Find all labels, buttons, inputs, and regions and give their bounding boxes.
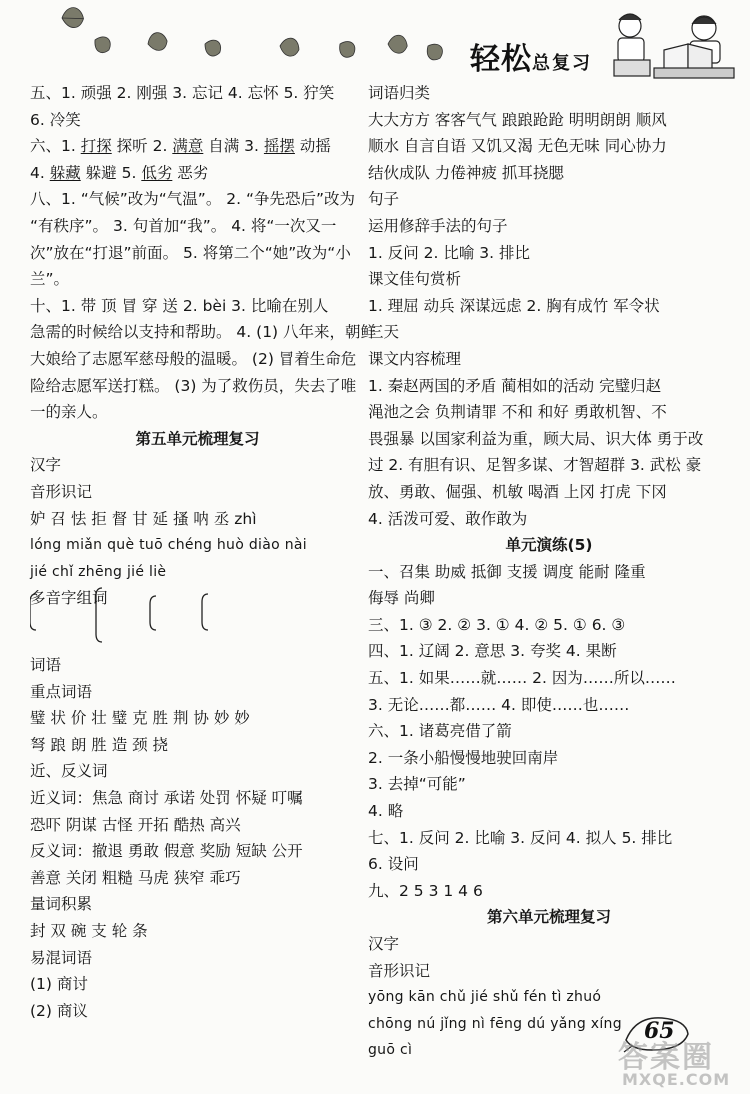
answer-line: 兰”。: [30, 270, 70, 289]
answer-line: 畏强暴 以国家利益为重，顾大局、识大体 勇于改: [368, 429, 704, 448]
answer-line: 重点词语: [30, 682, 93, 701]
answer-line: 次”放在“打退”前面。 5. 将第二个“她”改为“小: [30, 243, 351, 262]
answer-line: (2) 商议: [30, 1001, 88, 1020]
pinyin-line: jié chǐ zhēng jié liè: [30, 563, 167, 580]
answer-line: 放、勇敢、倔强、机敏 喝酒 上冈 打虎 下冈: [368, 482, 667, 501]
answer-line: 4. 活泼可爱、敢作敢为: [368, 509, 528, 528]
answer-line: 一、召集 助威 抵御 支援 调度 能耐 隆重: [368, 562, 646, 581]
answer-line: 八、1. “气候”改为“气温”。 2. “争先恐后”改为: [30, 190, 356, 209]
watermark-url: MXQE.COM: [622, 1070, 731, 1089]
answer-line: 过 2. 有胆有识、足智多谋、才智超群 3. 武松 豪: [368, 456, 702, 475]
answer-line: 弩 踉 朗 胜 造 颈 挠: [30, 735, 169, 754]
page-number: 65: [622, 1010, 692, 1058]
pinyin-line: yōng kān chǔ jié shǔ fén tì zhuó: [368, 989, 602, 1006]
answer-line: 课文佳句赏析: [368, 270, 462, 289]
answer-line: 渑池之会 负荆请罪 不和 和好 勇敢机智、不: [368, 403, 667, 422]
answer-line: 大娘给了志愿军慈母般的温暖。 (2) 冒着生命危: [30, 349, 357, 368]
answer-line: 6. 冷笑: [30, 110, 81, 129]
answer-line: 恐吓 阴谋 古怪 开拓 酷热 高兴: [30, 815, 241, 834]
answer-line: 四、1. 辽阔 2. 意思 3. 夸奖 4. 果断: [368, 642, 617, 661]
answer-line: 璧 状 价 壮 璧 克 胜 荆 协 妙 妙: [30, 709, 250, 728]
answer-line: 1. 理屈 动兵 深谋远虑 2. 胸有成竹 军令状: [368, 296, 660, 315]
answer-line: 音形识记: [30, 482, 93, 501]
answer-line: 封 双 碗 支 轮 条: [30, 921, 148, 940]
answer-line: 易混词语: [30, 948, 93, 967]
answer-line: 六、1. 打探 探听 2. 满意 自满 3. 摇摆 动摇: [30, 137, 331, 156]
answer-line: 侮辱 尚卿: [368, 589, 435, 608]
reading-children-illustration: [604, 6, 744, 82]
answer-line: 顺水 自言自语 又饥又渴 无色无味 同心协力: [368, 137, 667, 156]
answer-line: 3. 无论……都…… 4. 即使……也……: [368, 695, 630, 714]
answer-line: 十、1. 带 顶 冒 穿 送 2. bèi 3. 比喻在别人: [30, 296, 329, 315]
watermark-title: 答案圈: [618, 1040, 714, 1075]
answer-line: 4. 略: [368, 802, 404, 821]
answer-line: 善意 关闭 粗糙 马虎 狭窄 乖巧: [30, 868, 241, 887]
bracket-lines: [30, 580, 360, 660]
answer-line: 句子: [368, 190, 400, 209]
answer-line: 运用修辞手法的句子: [368, 216, 508, 235]
answer-line: 一的亲人。: [30, 403, 108, 422]
answer-line: 反义词：撤退 勇敢 假意 奖励 短缺 公开: [30, 842, 303, 861]
leaf-icon: [60, 5, 86, 31]
leaf-icon: [279, 37, 300, 58]
polyphone-group: [30, 580, 360, 660]
pinyin-line: lóng miǎn què tuō chéng huò diào nài: [30, 537, 307, 554]
watermark: [600, 1032, 750, 1094]
answer-line: “有秩序”。 3. 句首加“我”。 4. 将“一次又一: [30, 216, 337, 235]
leaf-icon: [424, 41, 445, 62]
leaf-icon: [386, 33, 408, 55]
answer-line: 结伙成队 力倦神疲 抓耳挠腮: [368, 163, 564, 182]
answer-line: 大大方方 客客气气 踉踉跄跄 明明朗朗 顺风: [368, 110, 667, 129]
answer-line: 五、1. 顽强 2. 刚强 3. 忘记 4. 忘怀 5. 狞笑: [30, 84, 335, 102]
page-header: [0, 0, 750, 80]
answer-line: 三、1. ③ 2. ② 3. ① 4. ② 5. ① 6. ③: [368, 615, 626, 634]
answer-line: 五、1. 如果……就…… 2. 因为……所以……: [368, 669, 676, 688]
answer-line: 词语归类: [368, 84, 431, 102]
leaf-icon: [145, 30, 170, 55]
right-column: [368, 80, 730, 1064]
brand-title: 轻松总复习: [470, 42, 592, 77]
answer-line: 1. 反问 2. 比喻 3. 排比: [368, 243, 531, 262]
practice-title: 单元演练(5): [505, 536, 593, 555]
answer-line: 6. 设问: [368, 855, 419, 874]
answer-line: 妒 召 怯 拒 督 甘 延 搔 呐 丞 zhì: [30, 509, 257, 528]
answer-line: 3. 去掉“可能”: [368, 775, 466, 794]
answer-line: 2. 一条小船慢慢地驶回南岸: [368, 748, 559, 767]
pinyin-line: chōng nú jǐng nì fēng dú yǎng xíng: [368, 1015, 622, 1032]
answer-line: 急需的时候给以支持和帮助。 4. (1) 八年来，朝鲜: [30, 323, 377, 342]
answer-line: 4. 躲藏 躲避 5. 低劣 恶劣: [30, 163, 209, 182]
answer-line: 汉字: [30, 456, 62, 475]
answer-line: 近、反义词: [30, 762, 108, 781]
left-column: [30, 80, 377, 612]
answer-line: 多音字组词: [30, 589, 108, 608]
leaf-icon: [203, 39, 222, 57]
answer-line: 六、1. 诸葛亮借了箭: [368, 722, 512, 741]
pinyin-line: guō cì: [368, 1042, 413, 1059]
answer-line: (1) 商讨: [30, 975, 88, 994]
answer-line: 音形识记: [368, 961, 431, 980]
answer-line: 近义词：焦急 商讨 承诺 处罚 怀疑 叮嘱: [30, 788, 303, 807]
answer-line: 量词积累: [30, 895, 93, 914]
leaf-icon: [336, 39, 357, 60]
section-title: 第六单元梳理复习: [486, 908, 611, 927]
answer-line: 汉字: [368, 935, 400, 953]
section-title: 第五单元梳理复习: [135, 429, 260, 448]
answer-line: 九、2 5 3 1 4 6: [368, 881, 483, 900]
answer-line: 三天: [368, 323, 400, 342]
answer-line: 课文内容梳理: [368, 349, 462, 368]
answer-line: 七、1. 反问 2. 比喻 3. 反问 4. 拟人 5. 排比: [368, 828, 673, 847]
answer-line: 险给志愿军送打糕。 (3) 为了救伤员，失去了唯: [30, 376, 357, 395]
answer-line: 词语: [30, 656, 62, 674]
leaf-icon: [92, 35, 112, 55]
answer-line: 1. 秦赵两国的矛盾 蔺相如的活动 完璧归赵: [368, 376, 662, 395]
left-column-lower: [30, 652, 365, 1024]
